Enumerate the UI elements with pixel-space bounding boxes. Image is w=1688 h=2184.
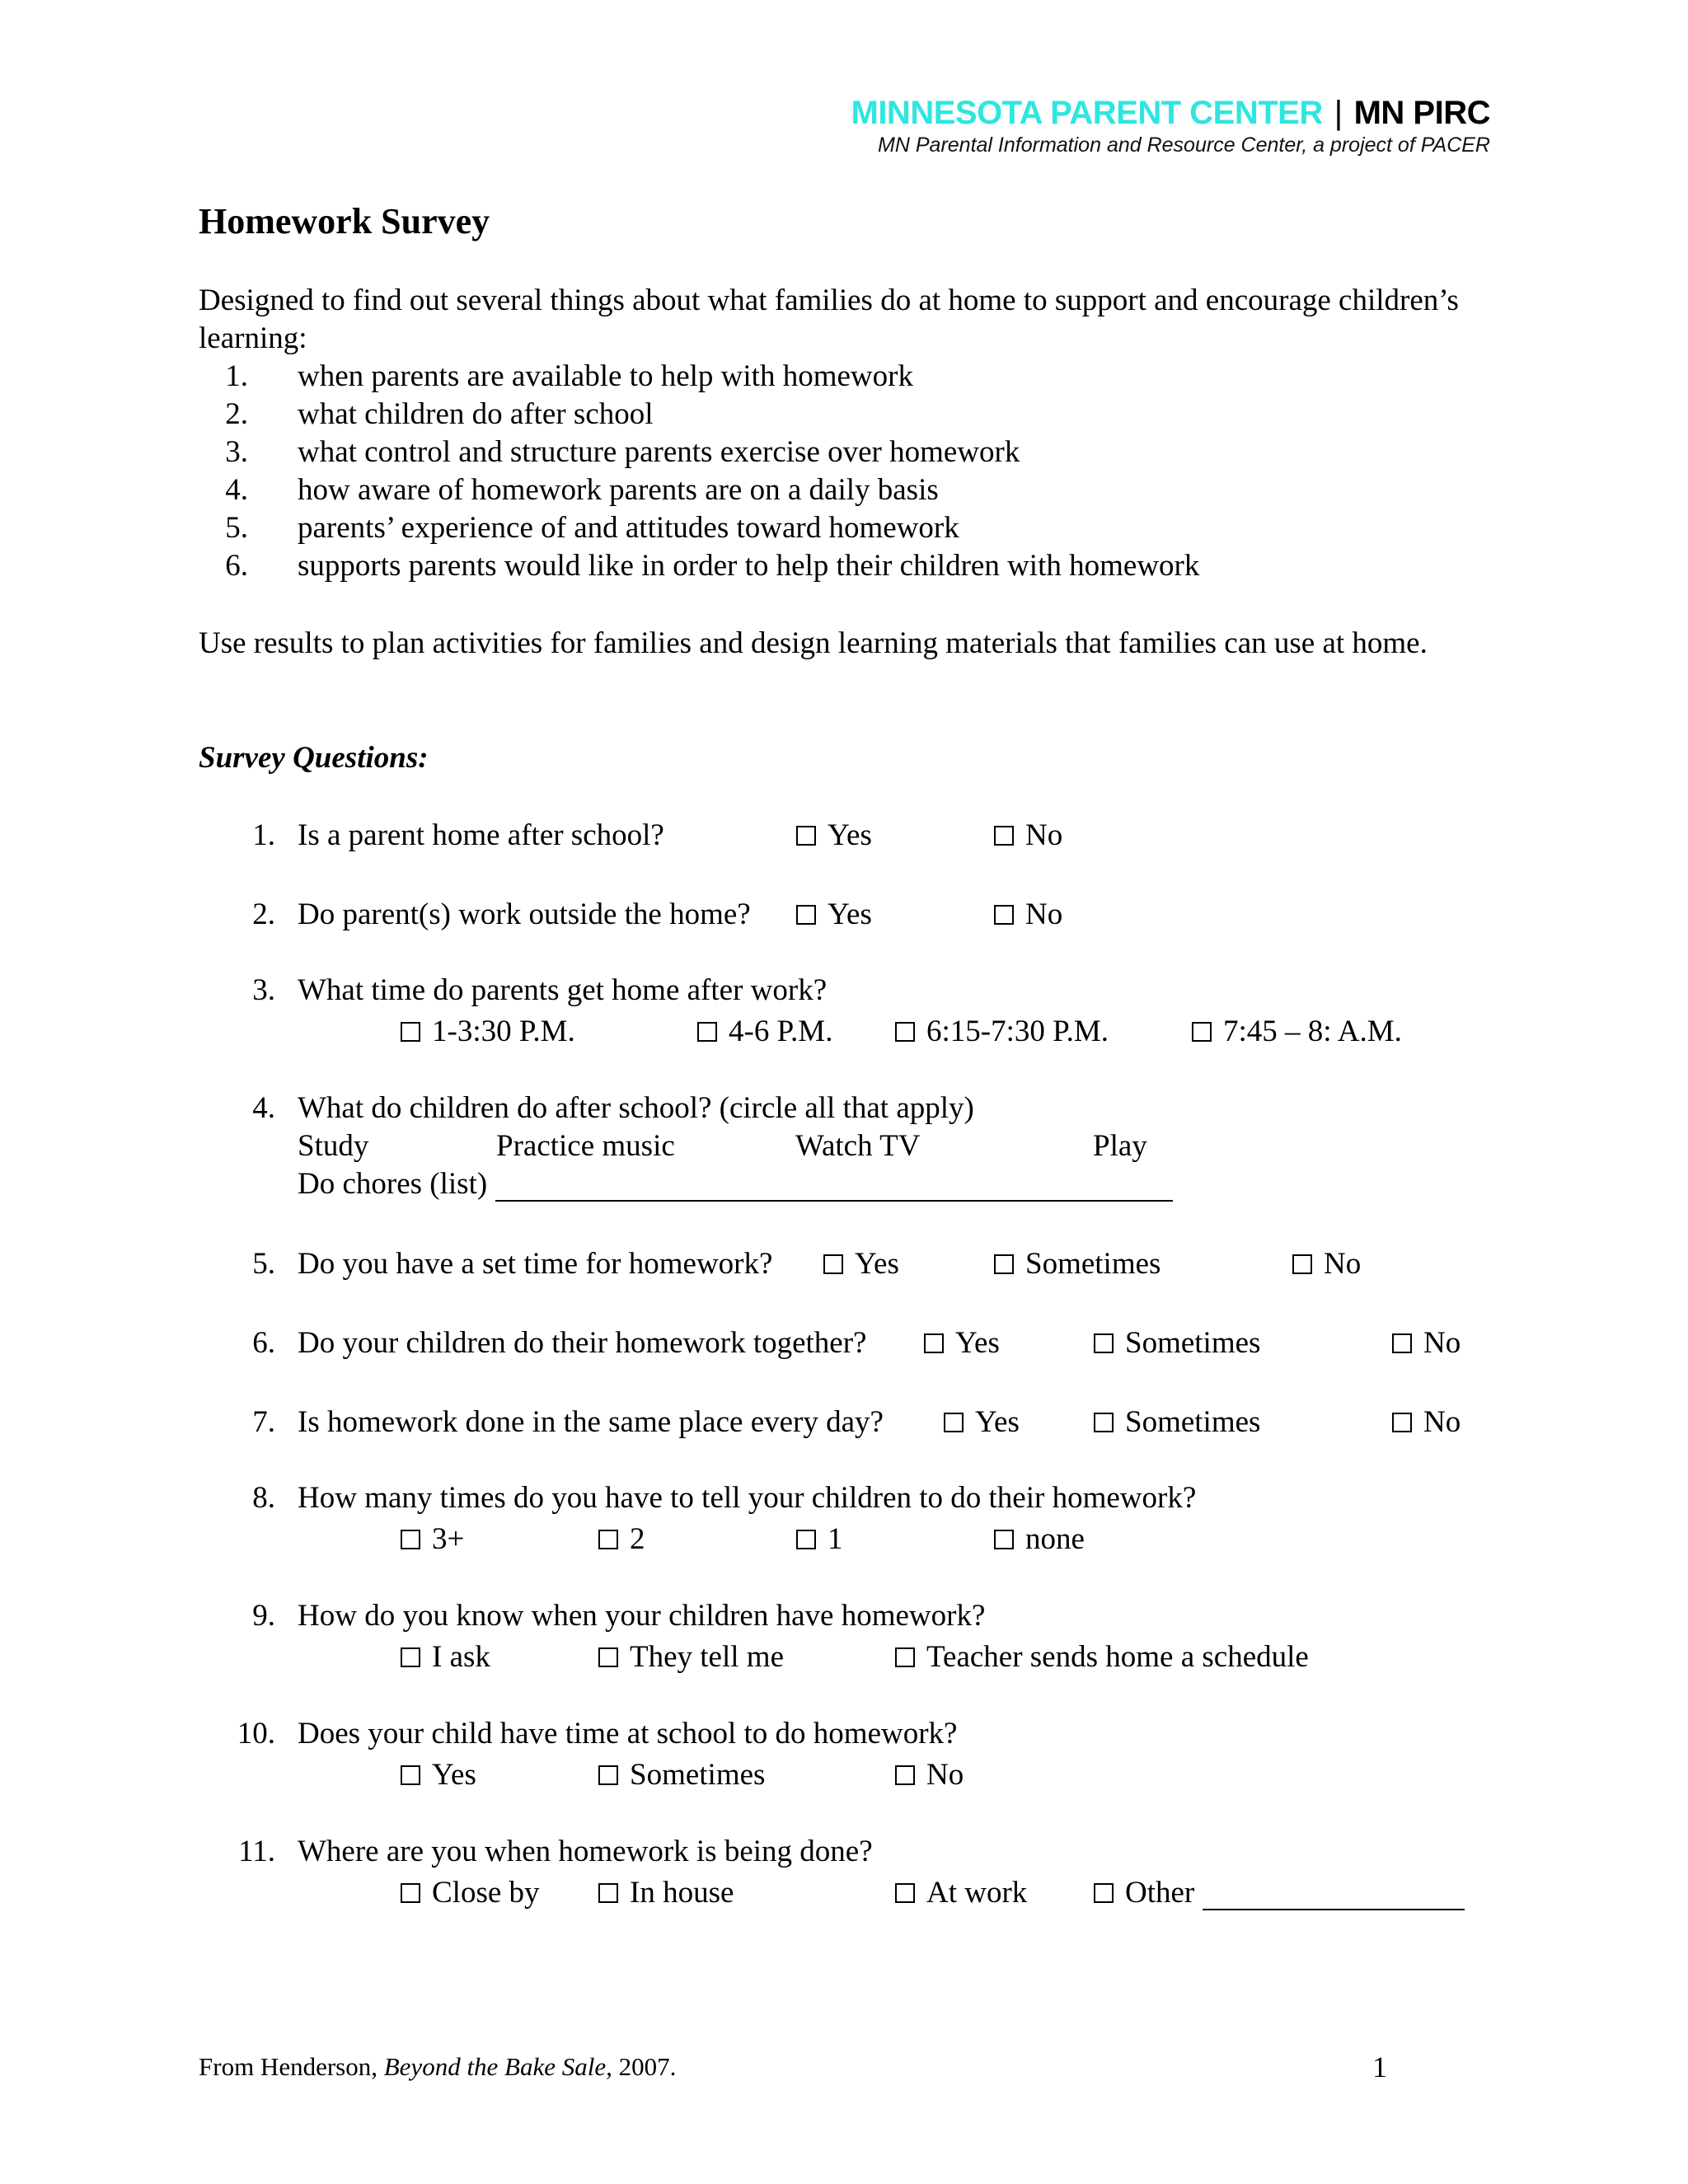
list-item-number: 3. (225, 435, 248, 469)
header-subtitle: MN Parental Information and Resource Center, a project of PACER (878, 134, 1490, 157)
list-item-text: what control and structure parents exercise over homework (298, 435, 1020, 469)
checkbox[interactable] (1094, 1413, 1114, 1432)
question-number: 6. (252, 1326, 275, 1360)
chores-label: Do chores (list) (298, 1167, 488, 1201)
checkbox[interactable] (598, 1530, 618, 1549)
brand-name: MINNESOTA PARENT CENTER (851, 95, 1323, 131)
option-no[interactable]: No (994, 897, 1062, 932)
option-sometimes[interactable]: Sometimes (598, 1757, 765, 1793)
option-yes[interactable]: Yes (944, 1404, 1020, 1440)
page-title: Homework Survey (199, 201, 490, 241)
activity-study[interactable]: Study (298, 1129, 369, 1163)
list-item-number: 4. (225, 473, 248, 507)
book-title: Beyond the Bake Sale, (383, 2052, 612, 2081)
question-text: Where are you when homework is being done? (298, 1835, 873, 1868)
checkbox[interactable] (1292, 1254, 1312, 1274)
question-number: 2. (252, 898, 275, 931)
option-i-ask[interactable]: I ask (401, 1639, 490, 1675)
option-time-2[interactable]: 4-6 P.M. (697, 1014, 832, 1049)
option-in-house[interactable]: In house (598, 1875, 734, 1910)
page-number: 1 (1372, 2050, 1387, 2083)
checkbox[interactable] (823, 1254, 843, 1274)
question-text: What do children do after school? (circle all that apply) (298, 1091, 974, 1125)
activity-practice-music[interactable]: Practice music (496, 1129, 675, 1163)
option-yes[interactable]: Yes (401, 1757, 476, 1793)
checkbox[interactable] (994, 905, 1014, 925)
list-item-number: 5. (225, 511, 248, 545)
checkbox[interactable] (796, 905, 816, 925)
option-at-work[interactable]: At work (895, 1875, 1027, 1910)
list-item-number: 2. (225, 397, 248, 431)
checkbox[interactable] (598, 1765, 618, 1785)
question-text: What time do parents get home after work? (298, 973, 828, 1007)
checkbox[interactable] (697, 1022, 717, 1042)
question-3 (199, 972, 1517, 1055)
question-text: Do you have a set time for homework? (298, 1247, 773, 1281)
question-text: Do your children do their homework together? (298, 1326, 867, 1360)
question-text: Do parent(s) work outside the home? (298, 898, 751, 931)
other-input-line[interactable] (1203, 1881, 1465, 1910)
option-1[interactable]: 1 (796, 1521, 843, 1557)
activity-watch-tv[interactable]: Watch TV (795, 1129, 921, 1163)
option-no[interactable]: No (1392, 1325, 1461, 1361)
question-11 (199, 1834, 1517, 1916)
question-number: 11. (238, 1835, 275, 1868)
list-item-text: how aware of homework parents are on a daily basis (298, 473, 939, 507)
option-other[interactable]: Other (1094, 1875, 1465, 1910)
checkbox[interactable] (598, 1647, 618, 1667)
option-time-4[interactable]: 7:45 – 8: A.M. (1192, 1014, 1402, 1049)
question-1 (199, 818, 1517, 855)
question-7 (199, 1404, 1517, 1442)
checkbox[interactable] (1192, 1022, 1212, 1042)
question-number: 7. (252, 1405, 275, 1439)
checkbox[interactable] (895, 1647, 915, 1667)
checkbox[interactable] (895, 1765, 915, 1785)
checkbox[interactable] (401, 1530, 420, 1549)
checkbox[interactable] (994, 1530, 1014, 1549)
header-brand-line (851, 95, 1491, 132)
chores-input-line[interactable] (495, 1172, 1173, 1202)
checkbox[interactable] (944, 1413, 964, 1432)
checkbox[interactable] (895, 1883, 915, 1903)
checkbox[interactable] (1392, 1333, 1412, 1353)
checkbox[interactable] (598, 1883, 618, 1903)
list-item-number: 1. (225, 359, 248, 393)
question-10 (199, 1716, 1517, 1798)
option-sometimes[interactable]: Sometimes (1094, 1325, 1260, 1361)
option-time-3[interactable]: 6:15-7:30 P.M. (895, 1014, 1109, 1049)
activity-play[interactable]: Play (1093, 1129, 1147, 1163)
use-results-paragraph: Use results to plan activities for families and design learning materials that families can use at home. (199, 626, 1428, 660)
question-text: Is homework done in the same place every day? (298, 1405, 884, 1439)
checkbox[interactable] (1094, 1333, 1114, 1353)
question-9 (199, 1598, 1517, 1680)
checkbox[interactable] (1392, 1413, 1412, 1432)
objectives-list (199, 358, 1484, 588)
checkbox[interactable] (994, 1254, 1014, 1274)
footer-citation: From Henderson, Beyond the Bake Sale, 2007. (199, 2052, 677, 2081)
option-close-by[interactable]: Close by (401, 1875, 540, 1910)
checkbox[interactable] (796, 826, 816, 846)
checkbox[interactable] (924, 1333, 944, 1353)
checkbox[interactable] (401, 1765, 420, 1785)
option-none[interactable]: none (994, 1521, 1085, 1557)
question-2 (199, 897, 1517, 935)
option-yes[interactable]: Yes (924, 1325, 1000, 1361)
option-yes[interactable]: Yes (823, 1246, 899, 1282)
option-3-plus[interactable]: 3+ (401, 1521, 464, 1557)
question-number: 5. (252, 1247, 275, 1281)
question-8 (199, 1480, 1517, 1563)
question-4 (199, 1090, 1517, 1214)
checkbox[interactable] (796, 1530, 816, 1549)
option-sometimes[interactable]: Sometimes (1094, 1404, 1260, 1440)
option-yes[interactable]: Yes (796, 818, 872, 853)
option-yes[interactable]: Yes (796, 897, 872, 932)
question-number: 9. (252, 1599, 275, 1633)
list-item-text: supports parents would like in order to help their children with homework (298, 549, 1200, 583)
checkbox[interactable] (401, 1883, 420, 1903)
question-text: Is a parent home after school? (298, 818, 664, 852)
intro-paragraph: Designed to find out several things about what families do at home to support and encourage children’s learning: (199, 284, 1459, 355)
option-sometimes[interactable]: Sometimes (994, 1246, 1160, 1282)
list-item-text: what children do after school (298, 397, 654, 431)
checkbox[interactable] (401, 1022, 420, 1042)
question-number: 3. (252, 973, 275, 1007)
question-text: How do you know when your children have homework? (298, 1599, 986, 1633)
list-item-text: when parents are available to help with homework (298, 359, 913, 393)
checkbox[interactable] (401, 1647, 420, 1667)
question-text: Does your child have time at school to do homework? (298, 1717, 958, 1750)
checkbox[interactable] (994, 826, 1014, 846)
option-no[interactable]: No (1392, 1404, 1461, 1440)
list-item-number: 6. (225, 549, 248, 583)
question-text: How many times do you have to tell your children to do their homework? (298, 1481, 1197, 1515)
header-separator: | (1334, 95, 1343, 131)
option-no[interactable]: No (1292, 1246, 1361, 1282)
question-number: 1. (252, 818, 275, 852)
question-number: 4. (252, 1091, 275, 1125)
checkbox[interactable] (895, 1022, 915, 1042)
option-they-tell-me[interactable]: They tell me (598, 1639, 784, 1675)
option-no[interactable]: No (994, 818, 1062, 853)
option-teacher-schedule[interactable]: Teacher sends home a schedule (895, 1639, 1309, 1675)
question-number: 8. (252, 1481, 275, 1515)
option-2[interactable]: 2 (598, 1521, 645, 1557)
survey-heading: Survey Questions: (199, 741, 429, 775)
question-5 (199, 1246, 1517, 1284)
option-no[interactable]: No (895, 1757, 964, 1793)
question-number: 10. (237, 1717, 275, 1750)
question-6 (199, 1325, 1517, 1363)
list-item-text: parents’ experience of and attitudes toward homework (298, 511, 959, 545)
chores-field[interactable] (298, 1166, 1173, 1202)
option-time-1[interactable]: 1-3:30 P.M. (401, 1014, 575, 1049)
checkbox[interactable] (1094, 1883, 1114, 1903)
org-name: MN PIRC (1353, 95, 1490, 131)
